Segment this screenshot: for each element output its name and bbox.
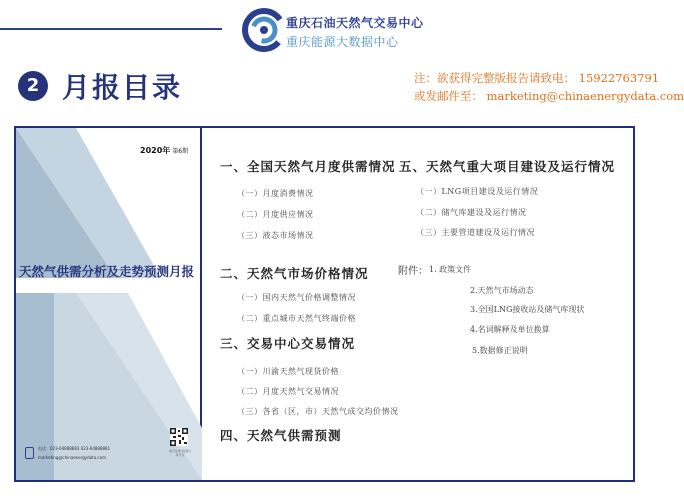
appendix-item-1: 1. 政策文件 <box>429 265 472 274</box>
section-number-badge: 2 <box>18 71 48 101</box>
toc-item-3-2: （二）月度天然气交易情况 <box>237 387 339 396</box>
toc-section-1: 一、全国天然气月度供需情况 <box>220 159 396 174</box>
cover-phones: 电话：023-64888883 023-64888881 <box>38 446 111 451</box>
toc-section-3: 三、交易中心交易情况 <box>220 336 356 351</box>
company-logo <box>242 8 287 52</box>
header-rule <box>0 28 222 30</box>
qr-code-icon <box>170 428 188 446</box>
page-title: 月报目录 <box>62 71 183 104</box>
qr-caption: 重庆能源 数据交易平台 <box>169 449 191 457</box>
cover-email: marketing@chinaenergydata.com <box>38 455 106 460</box>
appendix-item-3: 3.全国LNG接收站及储气库现状 <box>470 305 585 314</box>
contact-info <box>414 69 684 105</box>
toc-item-3-1: （一）川渝天然气现货价格 <box>237 367 339 376</box>
cover-year-text: 2020年 <box>140 146 171 155</box>
toc-section-2: 二、天然气市场价格情况 <box>220 266 369 281</box>
brand-block <box>286 14 424 50</box>
appendix-item-4: 4.名词解释及单位换算 <box>470 325 550 334</box>
brand-name: 重庆石油天然气交易中心 <box>286 16 424 30</box>
toc-item-3-3: （三）各省（区，市）天然气成交均价情况 <box>237 407 399 416</box>
appendix-label: 附件： <box>398 266 428 277</box>
toc-item-1-1: （一）月度消费情况 <box>237 189 314 198</box>
contact-phone: 注：欲获得完整版报告请致电： 15922763791 <box>414 71 660 85</box>
appendix-item-5: 5.数据修正说明 <box>472 346 528 355</box>
phone-icon <box>25 447 34 459</box>
cover-year <box>140 145 188 156</box>
toc-section-5: 五、天然气重大项目建设及运行情况 <box>399 159 616 174</box>
toc-item-1-3: （三）液态市场情况 <box>237 231 314 240</box>
cover-title: 天然气供需分析及走势预测月报 <box>19 264 195 279</box>
toc-item-5-3: （三）主要管道建设及运行情况 <box>416 228 535 237</box>
toc-item-2-2: （二）重点城市天然气终端价格 <box>237 314 356 323</box>
toc-item-1-2: （二）月度供应情况 <box>237 210 314 219</box>
toc-section-4: 四、天然气供需预测 <box>220 428 342 443</box>
appendix-item-2: 2.天然气市场动态 <box>470 286 534 295</box>
brand-subname: 重庆能源大数据中心 <box>286 35 399 49</box>
cover-issue: 第6期 <box>172 148 189 155</box>
toc-item-5-1: （一）LNG项目建设及运行情况 <box>416 187 539 196</box>
contact-email: 或发邮件至： marketing@chinaenergydata.com <box>414 89 684 103</box>
toc-item-5-2: （二）储气库建设及运行情况 <box>416 208 527 217</box>
toc-item-2-1: （一）国内天然气价格调整情况 <box>237 293 356 302</box>
report-cover <box>16 128 202 480</box>
